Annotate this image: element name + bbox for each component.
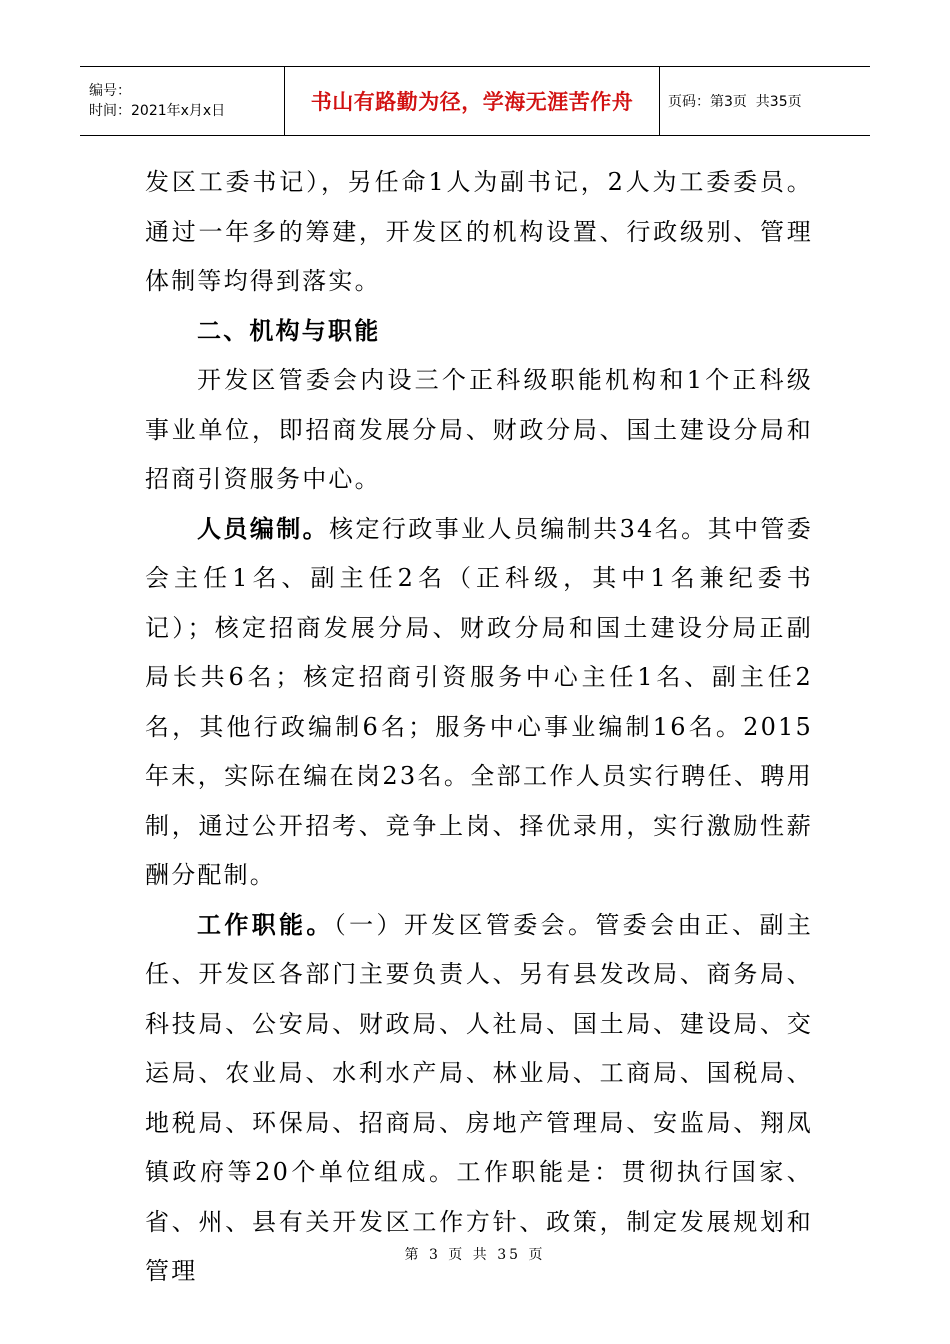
motto-text: 书山有路勤为径，学海无涯苦作舟 (310, 90, 634, 114)
paragraph: 发区工委书记），另任命1人为副书记，2人为工委委员。通过一年多的筹建，开发区的机构设置、行政级别、管理体制等均得到落实。 (145, 168, 813, 295)
time-label: 时间：2021年x月x日 (89, 103, 226, 119)
section-heading: 二、机构与职能 (197, 316, 381, 345)
header-meta-cell (80, 67, 284, 135)
paragraph-lead: 工作职能。 (197, 910, 334, 939)
paragraph (145, 505, 813, 901)
number-label: 编号： (89, 83, 131, 99)
document-header (80, 66, 870, 136)
paragraph-text: 核定行政事业人员编制共34名。其中管委会主任1名、副主任2名（正科级，其中1名兼纪委书记）；核定招商发展分局、财政分局和国土建设分局正副局长共6名；核定招商引资服务中心主任1名、副主任2名，其他行政编制6名；服务中心事业编制16名。2015年末，实际在编在岗23名。全部工作人员实行聘任、聘用制，通过公开招考、竞争上岗、择优录用，实行激励性薪酬分配制。 (145, 514, 813, 889)
page-footer: 第 3 页 共 35 页 (404, 1247, 546, 1263)
paragraph-lead: 人员编制。 (197, 514, 330, 543)
header-motto-cell (284, 67, 660, 135)
header-page-cell (660, 67, 870, 135)
paragraph-text: （一）开发区管委会。管委会由正、副主任、开发区各部门主要负责人、另有县发改局、商务局、科技局、公安局、财政局、人社局、国土局、建设局、交运局、农业局、水利水产局、林业局、工商局、国税局、地税局、环保局、招商局、房地产管理局、安监局、翔凤镇政府等20个单位组成。工作职能是：贯彻执行国家、省、州、县有关开发区工作方针、政策，制定发展规划和管理 (145, 910, 813, 1285)
paragraph: 开发区管委会内设三个正科级职能机构和1个正科级事业单位，即招商发展分局、财政分局、国土建设分局和招商引资服务中心。 (145, 366, 813, 493)
page-info: 页码：第3页 共35页 (668, 94, 802, 110)
paragraph (145, 901, 813, 1297)
document-body (145, 158, 813, 1297)
